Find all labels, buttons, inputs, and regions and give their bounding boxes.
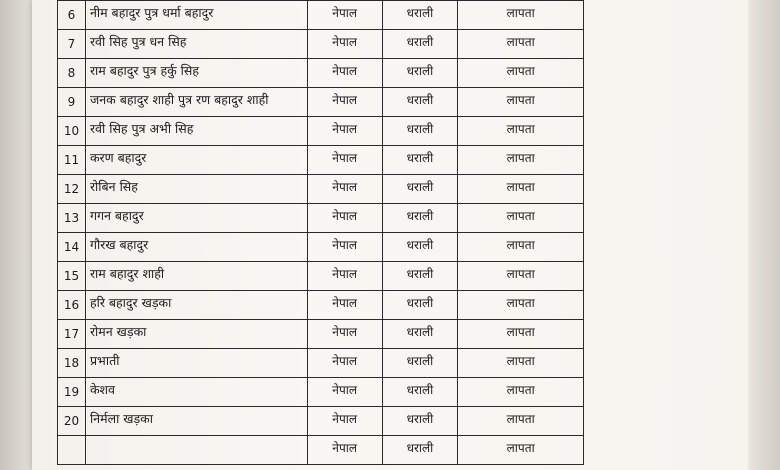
table-body [58, 1, 584, 465]
name-cell: हरि बहादुर खड़का [85, 291, 307, 320]
country-cell: नेपाल [307, 59, 382, 88]
serial-number-cell: 14 [58, 233, 86, 262]
serial-number-cell: 11 [58, 146, 86, 175]
name-cell: रोबिन सिह [85, 175, 307, 204]
name-cell [85, 436, 307, 465]
country-cell: नेपाल [307, 262, 382, 291]
place-cell: धराली [382, 407, 458, 436]
status-cell: लापता [458, 291, 584, 320]
serial-number-cell: 19 [58, 378, 86, 407]
place-cell: धराली [382, 262, 458, 291]
name-cell: रोमन खड़का [85, 320, 307, 349]
name-cell: रवी सिह पुत्र धन सिह [85, 30, 307, 59]
country-cell: नेपाल [307, 175, 382, 204]
place-cell: धराली [382, 1, 458, 30]
table-row [58, 291, 584, 320]
status-cell: लापता [458, 320, 584, 349]
status-cell: लापता [458, 88, 584, 117]
name-cell: राम बहादुर पुत्र हर्कु सिह [85, 59, 307, 88]
status-cell: लापता [458, 233, 584, 262]
name-cell: निर्मला खड़का [85, 407, 307, 436]
status-cell: लापता [458, 262, 584, 291]
table-row [58, 146, 584, 175]
serial-number-cell [58, 436, 86, 465]
document-page [32, 0, 748, 470]
place-cell: धराली [382, 320, 458, 349]
name-cell: जनक बहादुर शाही पुत्र रण बहादुर शाही [85, 88, 307, 117]
country-cell: नेपाल [307, 30, 382, 59]
place-cell: धराली [382, 436, 458, 465]
table-row [58, 436, 584, 465]
status-cell: लापता [458, 349, 584, 378]
serial-number-cell: 17 [58, 320, 86, 349]
country-cell: नेपाल [307, 88, 382, 117]
name-cell: केशव [85, 378, 307, 407]
name-cell: नीम बहादुर पुत्र धर्मा बहादुर [85, 1, 307, 30]
place-cell: धराली [382, 59, 458, 88]
name-cell: प्रभाती [85, 349, 307, 378]
country-cell: नेपाल [307, 378, 382, 407]
country-cell: नेपाल [307, 436, 382, 465]
scan-left-edge [0, 0, 32, 470]
name-cell: गौरख बहादुर [85, 233, 307, 262]
table-row [58, 233, 584, 262]
serial-number-cell: 10 [58, 117, 86, 146]
place-cell: धराली [382, 378, 458, 407]
table-row [58, 1, 584, 30]
missing-persons-table-wrapper [57, 0, 584, 470]
name-cell: गगन बहादुर [85, 204, 307, 233]
status-cell: लापता [458, 59, 584, 88]
serial-number-cell: 16 [58, 291, 86, 320]
country-cell: नेपाल [307, 291, 382, 320]
table-row [58, 204, 584, 233]
country-cell: नेपाल [307, 407, 382, 436]
place-cell: धराली [382, 88, 458, 117]
place-cell: धराली [382, 146, 458, 175]
status-cell: लापता [458, 30, 584, 59]
status-cell: लापता [458, 436, 584, 465]
place-cell: धराली [382, 291, 458, 320]
name-cell: करण बहादुर [85, 146, 307, 175]
table-row [58, 59, 584, 88]
place-cell: धराली [382, 175, 458, 204]
table-row [58, 262, 584, 291]
status-cell: लापता [458, 407, 584, 436]
place-cell: धराली [382, 233, 458, 262]
table-row [58, 117, 584, 146]
country-cell: नेपाल [307, 1, 382, 30]
table-row [58, 175, 584, 204]
table-row [58, 378, 584, 407]
status-cell: लापता [458, 378, 584, 407]
country-cell: नेपाल [307, 320, 382, 349]
place-cell: धराली [382, 117, 458, 146]
country-cell: नेपाल [307, 233, 382, 262]
country-cell: नेपाल [307, 349, 382, 378]
place-cell: धराली [382, 349, 458, 378]
serial-number-cell: 8 [58, 59, 86, 88]
status-cell: लापता [458, 204, 584, 233]
table-row [58, 88, 584, 117]
serial-number-cell: 7 [58, 30, 86, 59]
serial-number-cell: 9 [58, 88, 86, 117]
status-cell: लापता [458, 175, 584, 204]
place-cell: धराली [382, 30, 458, 59]
serial-number-cell: 6 [58, 1, 86, 30]
table-row [58, 349, 584, 378]
status-cell: लापता [458, 146, 584, 175]
scan-right-edge [748, 0, 780, 470]
table-row [58, 407, 584, 436]
serial-number-cell: 15 [58, 262, 86, 291]
name-cell: रवी सिह पुत्र अभी सिह [85, 117, 307, 146]
place-cell: धराली [382, 204, 458, 233]
missing-persons-table [57, 0, 584, 465]
name-cell: राम बहादुर शाही [85, 262, 307, 291]
serial-number-cell: 20 [58, 407, 86, 436]
country-cell: नेपाल [307, 146, 382, 175]
country-cell: नेपाल [307, 204, 382, 233]
table-row [58, 30, 584, 59]
status-cell: लापता [458, 117, 584, 146]
table-row [58, 320, 584, 349]
serial-number-cell: 18 [58, 349, 86, 378]
serial-number-cell: 13 [58, 204, 86, 233]
status-cell: लापता [458, 1, 584, 30]
country-cell: नेपाल [307, 117, 382, 146]
serial-number-cell: 12 [58, 175, 86, 204]
